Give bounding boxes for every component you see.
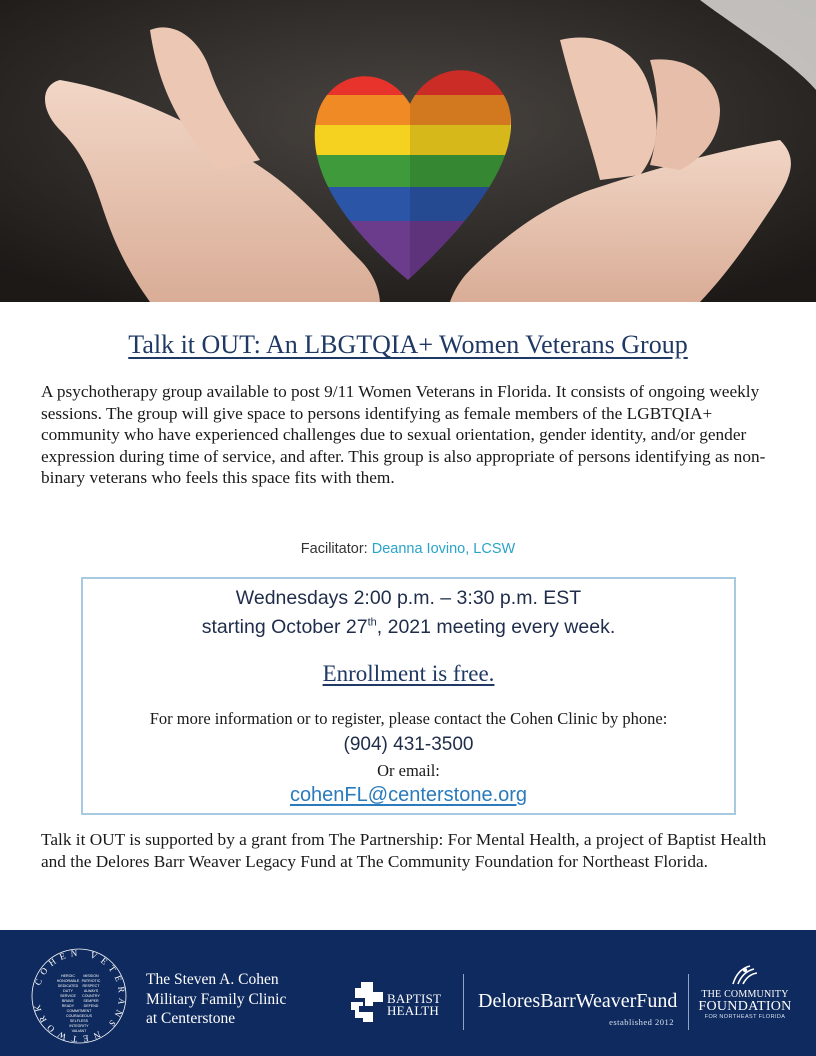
- enrollment-note: Enrollment is free.: [322, 661, 495, 686]
- schedule-start-date: [83, 616, 734, 639]
- logo-divider: [463, 974, 464, 1030]
- baptist-health-wordmark: [387, 993, 441, 1017]
- delores-barr-weaver-fund-logo: [478, 990, 678, 1030]
- cohen-veterans-network-seal-logo: [30, 947, 128, 1045]
- svg-text:READY: READY: [61, 1004, 75, 1008]
- svg-text:MISSION: MISSION: [83, 974, 99, 978]
- svg-text:DEDICATED: DEDICATED: [57, 984, 79, 988]
- community-foundation-logo: [698, 964, 792, 1034]
- facilitator-name: Deanna Iovino, LCSW: [371, 541, 516, 557]
- baptist-health-cross-icon: [347, 980, 389, 1024]
- support-paragraph: Talk it OUT is supported by a grant from The Partnership: For Mental Health, a project of Baptist Health and the Delores Barr Weaver Legacy Fund at The Community Foundation for Northeast Florida.: [41, 830, 767, 871]
- svg-text:PATRIOTIC: PATRIOTIC: [81, 979, 101, 983]
- svg-text:COHEN VETERANS NETWORK: COHEN VETERANS NETWORK: [30, 947, 128, 1045]
- svg-text:RESPECT: RESPECT: [82, 984, 100, 988]
- health-word: HEALTH: [387, 1003, 439, 1018]
- svg-text:SEMPER: SEMPER: [83, 999, 99, 1003]
- contact-intro: For more information or to register, please contact the Cohen Clinic by phone:: [149, 709, 668, 728]
- contact-email-link[interactable]: cohenFL@centerstone.org: [289, 784, 528, 806]
- dbw-fund-name: DeloresBarrWeaverFund: [478, 990, 678, 1012]
- logo-divider: [688, 974, 689, 1030]
- description-paragraph: A psychotherapy group available to post 9/11 Women Veterans in Florida. It consists of ongoing weekly sessions. The group will give space to persons identifying as female members of the LGBTQIA+ community who have experienced challenges due to sexual orientation, gender identity, and/or gender expression during time of service, and after. This group is also appropriate of persons identifying as non-binary veterans who feels this space fits with them.: [41, 382, 766, 488]
- page-title: Talk it OUT: An LBGTQIA+ Women Veterans Group: [128, 330, 688, 359]
- svg-text:SELFLESS: SELFLESS: [69, 1019, 89, 1023]
- svg-text:COMMITMENT: COMMITMENT: [66, 1009, 92, 1013]
- cohen-clinic-line: The Steven A. Cohen: [146, 971, 279, 988]
- sponsor-footer: [0, 930, 816, 1056]
- svg-text:DUTY: DUTY: [63, 989, 73, 993]
- svg-text:SERVICE: SERVICE: [60, 994, 76, 998]
- svg-text:INTEGRITY: INTEGRITY: [69, 1024, 89, 1028]
- hero-photo: [0, 0, 816, 302]
- svg-text:DEFEND: DEFEND: [83, 1004, 99, 1008]
- cf-line-3: FOR NORTHEAST FLORIDA: [704, 1014, 786, 1020]
- cohen-clinic-line: at Centerstone: [146, 1010, 236, 1027]
- cohen-clinic-name: [146, 970, 286, 1029]
- cf-line-1: THE COMMUNITY: [701, 989, 789, 1000]
- baptist-health-logo: [347, 980, 451, 1024]
- community-foundation-wave-icon: [730, 964, 760, 986]
- cf-line-2: FOUNDATION: [698, 999, 792, 1014]
- schedule-start-text: starting October 27: [201, 616, 368, 638]
- cohen-clinic-line: Military Family Clinic: [146, 990, 287, 1008]
- dbw-established: established 2012: [609, 1017, 674, 1027]
- schedule-contact-box: [81, 577, 736, 815]
- facilitator-label: Facilitator:: [300, 541, 368, 557]
- svg-text:ALWAYS: ALWAYS: [83, 989, 99, 993]
- svg-text:HEROIC: HEROIC: [61, 974, 75, 978]
- baptist-word: BAPTIST: [387, 991, 442, 1006]
- svg-text:COUNTRY: COUNTRY: [82, 994, 100, 998]
- svg-text:COURAGEOUS: COURAGEOUS: [66, 1014, 92, 1018]
- svg-text:VALIANT: VALIANT: [71, 1029, 87, 1033]
- schedule-start-rest: , 2021 meeting every week.: [376, 616, 616, 638]
- svg-text:HONORABLE: HONORABLE: [56, 979, 80, 983]
- schedule-ordinal-suffix: th: [367, 616, 377, 629]
- contact-or-email: Or email:: [377, 761, 440, 780]
- schedule-day-time: Wednesdays 2:00 p.m. – 3:30 p.m. EST: [235, 587, 582, 609]
- svg-text:BRAVE: BRAVE: [62, 999, 74, 1003]
- rainbow-heart-hands-image: [0, 0, 816, 302]
- facilitator-line: [0, 541, 816, 557]
- contact-phone: (904) 431-3500: [343, 734, 474, 755]
